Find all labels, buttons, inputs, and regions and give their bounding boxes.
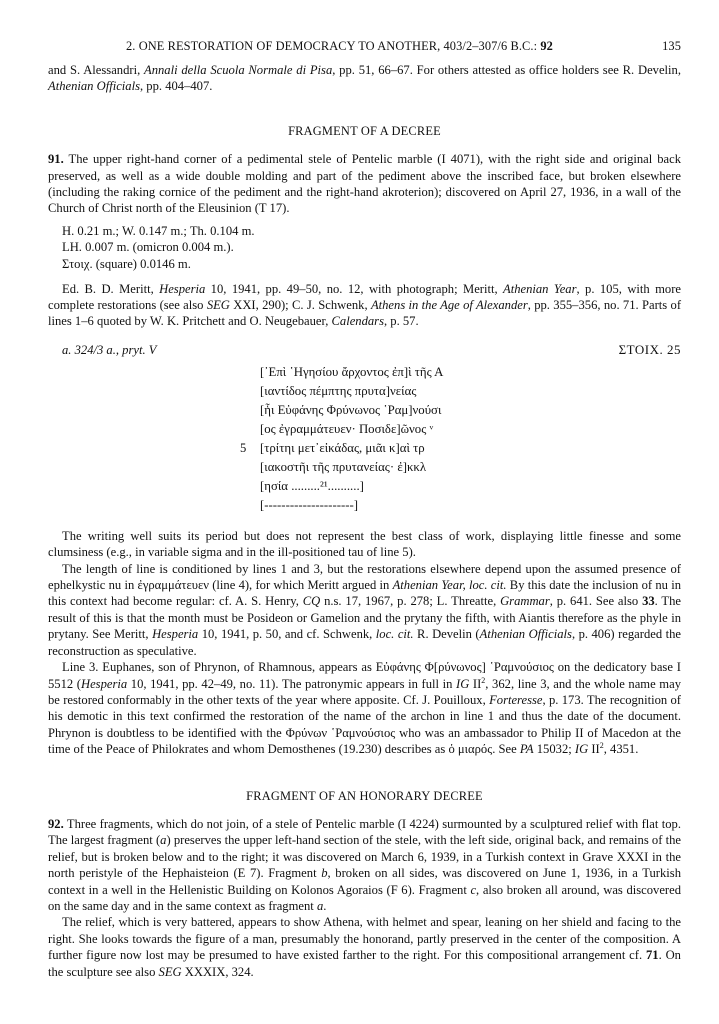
commentary-paragraph: Line 3. Euphanes, son of Phrynon, of Rhamnous, appears as Εὐφάνης Φ[ρύνωνος] ῾Ραμνούσιος on the dedicatory base I 5512 (Hesperia 10, 1941, pp. 42–49, no. 11). The patronymic appears in full in IG $II^2$, 362, line 3, and the whole name may be restored conformably in the other texts of the year where apposite. Cf. J. Pouilloux, Forteresse, p. 173. The recognition of his demotic in this text confirmed the restoration of the name of the archon in line 1 and thus the date of the document. Phrynon is doubtless to be identified with the Φρύνων ῾Ραμνούσιος who was an ambassador to Philip II of Macedon at the time of the Peace of Philokrates and whom Demosthenes (19.230) describes as ὁ μιαρός. See PA 15032; IG $II^2$, 4351. [48,660,682,757]
commentary-paragraph: The writing well suits its period but does not represent the best class of work, displaying little finesse and some clumsiness (e.g., in variable sigma and in the ill-positioned tau of line 5). [48,528,681,560]
line-number: 5 [240,440,247,455]
inscription-line: [ιαντίδος πέμπτης πρυτα]νείας [260,383,417,398]
measurement-line: LH. 0.007 m. (omicron 0.004 m.). [62,240,234,255]
relief-paragraph: The relief, which is very battered, appears to show Athena, with helmet and spear, leaning on her shield and facing to the right. She looks towards the figure of a man, presumably the honorand, partly preserved in the center of the composition. A further figure now lost may be presumed to have existed farther to the right. For this compositional arrangement cf. 71. On the sculpture see also SEG XXXIX, 324. [48,915,681,979]
section-heading-honorary: FRAGMENT OF AN HONORARY DECREE [246,788,483,803]
inscription-line: [ἧι Εὐφάνης Φρύνωνος ῾Ραμ]νούσι [260,402,442,417]
page [48,38,681,980]
measurement-line: Στοιχ. (square) 0.0146 m. [62,257,191,272]
edition-paragraph: Ed. B. D. Meritt, Hesperia 10, 1941, pp. 49–50, no. 12, with photograph; Meritt, Athenian Year, p. 105, with more complete restorations (see also SEG XXI, 290); C. J. Schwenk, Athens in the Age of Alexander, pp. 355–356, no. 71. Parts of lines 1–6 quoted by W. K. Pritchett and O. Neugebauer, Calendars, p. 57. [48,281,682,329]
honorary-description: 92. Three fragments, which do not join, of a stele of Pentelic marble (I 4224) surmounted by a sculptured relief with flat top. The largest fragment (a) preserves the upper left-hand section of the stele, with the left side, original back, and remains of the relief, but is broken below and to the right; it was discovered on March 6, 1939, in a Turkish context in Grave XXXI in the north peristyle of the Hephaisteion (E 7). Fragment b, broken on all sides, was discovered on June 1, 1936, in a Turkish context in a well in the Hellenistic Building on Kolonos Agoraios (F 6). Fragment c, also broken all around, was discovered on the same day and in the same context as fragment a. [48,816,682,913]
running-head-title: 2. ONE RESTORATION OF DEMOCRACY TO ANOTHER, 403/2–307/6 B.C.: 92 [126,39,553,53]
measurements [62,223,681,273]
inscription-line: [᾿Επὶ ῾Ηγησίου ἄρχοντος ἐπ]ὶ τῆς Α [260,364,444,379]
measurement-line: H. 0.21 m.; W. 0.147 m.; Th. 0.104 m. [62,223,255,238]
inscription-line: [---------------------] [260,497,359,512]
running-head [48,38,681,56]
date-label: a. 324/3 a., pryt. V [62,342,157,357]
inscription-line: [ος ἐγραμμάτευεν· Ποσιδε]ῶνος ᵛ [260,421,434,436]
text-header-row [48,342,681,358]
inscription-line: [ιακοστῆι τῆς πρυτανείας· ἐ]κκλ [260,459,427,474]
section-heading-decree: FRAGMENT OF A DECREE [288,123,441,138]
intro-paragraph: and S. Alessandri, Annali della Scuola Normale di Pisa, pp. 51, 66–67. For others attested as office holders see R. Develin, Athenian Officials, pp. 404–407. [48,63,681,94]
commentary-paragraph: The length of line is conditioned by lines 1 and 3, but the restorations elsewhere depend upon the assumed presence of ephelkystic nu in ἐγραμμάτευεν (line 4), for which Meritt argued in Athenian Year, loc. cit. By this date the inclusion of nu in this context had become regular: cf. A. S. Henry, CQ n.s. 17, 1967, p. 278; L. Threatte, Grammar, p. 641. See also 33. The result of this is that the month must be Posideon or Gamelion and the prytany the fifth, with Aiantis therefore as the phyle in prytany. See Meritt, Hesperia 10, 1941, p. 50, and cf. Schwenk, loc. cit. R. Develin (Athenian Officials, p. 406) regarded the reconstruction as speculative. [48,561,681,658]
decree-description: 91. The upper right-hand corner of a pedimental stele of Pentelic marble (I 4071), with the right side and original back preserved, as well as a wide double molding and part of the pediment above the inscribed face, but broken elsewhere (including the raking cornice of the pediment and the right-hand akroterion); discovered on April 27, 1936, in a wall of the Church of Christ north of the Eleusinion (T 17). [48,152,681,216]
inscription-text [48,364,681,516]
inscription-line: [τρίτηι μετ᾿εἰκάδας, μιᾶι κ]αὶ τρ [260,440,425,455]
page-number: 135 [662,39,681,53]
inscription-line: [ησία .........²¹..........] [260,478,364,493]
stoichedon-label: ΣΤΟΙΧ. 25 [618,341,681,357]
